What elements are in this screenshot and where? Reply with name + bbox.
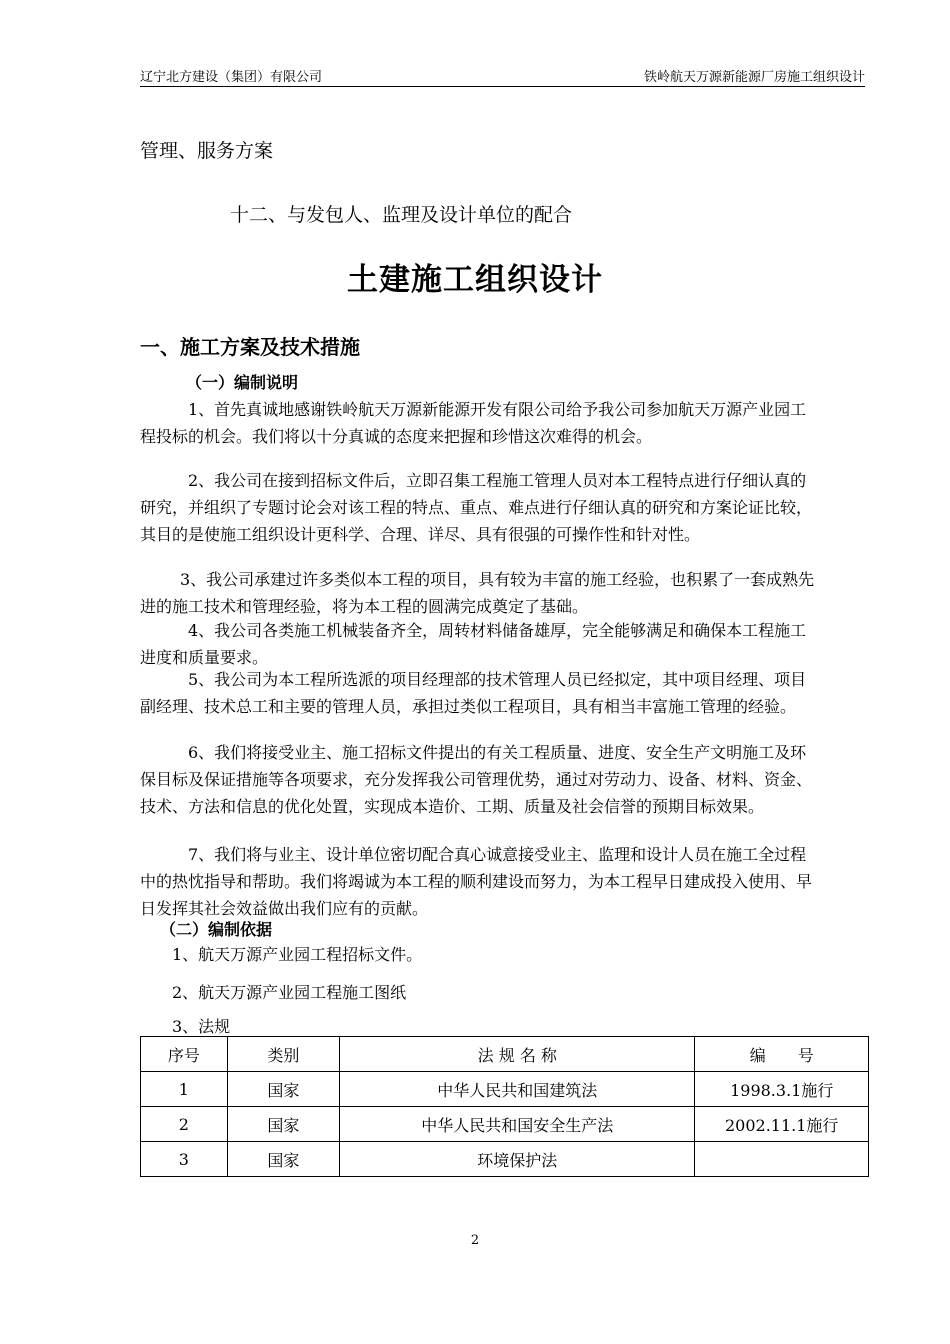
table-cell: 中华人民共和国安全生产法 [340, 1107, 695, 1142]
paragraph-5: 5、我公司为本工程所选派的项目经理部的技术管理人员已经拟定，其中项目经理、项目副经理、技术总工和主要的管理人员，承担过类似工程项目，具有相当丰富施工管理的经验。 [140, 670, 807, 716]
table-cell: 1998.3.1施行 [695, 1072, 869, 1107]
main-title: 土建施工组织设计 [347, 262, 603, 298]
intro-line-2: 十二、与发包人、监理及设计单位的配合 [230, 204, 573, 226]
regulations-table [140, 1036, 869, 1177]
table-cell [695, 1142, 869, 1177]
paragraph-1: 1、首先真诚地感谢铁岭航天万源新能源开发有限公司给予我公司参加航天万源产业园工程投标的机会。我们将以十分真诚的态度来把握和珍惜这次难得的机会。 [140, 400, 807, 446]
intro-line-1: 管理、服务方案 [140, 140, 274, 162]
paragraph-7: 7、我们将与业主、设计单位密切配合真心诚意接受业主、监理和设计人员在施工全过程中的热忱指导和帮助。我们将竭诚为本工程的顺利建设而努力，为本工程早日建成投入使用、早日发挥其社会效益做出我们应有的贡献。 [140, 845, 813, 918]
header-cell-code: 编 号 [695, 1037, 869, 1072]
table-cell: 环境保护法 [340, 1142, 695, 1177]
header-divider [140, 86, 865, 87]
table-row [141, 1107, 869, 1142]
table-header-row [141, 1037, 869, 1072]
table-cell: 国家 [227, 1142, 340, 1177]
section-heading: 一、施工方案及技术措施 [140, 335, 360, 359]
table-cell: 3 [141, 1142, 228, 1177]
basis-item-3: 3、法规 [172, 1017, 231, 1036]
basis-item-2: 2、航天万源产业园工程施工图纸 [172, 983, 407, 1002]
table-cell: 中华人民共和国建筑法 [340, 1072, 695, 1107]
header-company: 辽宁北方建设（集团）有限公司 [140, 70, 323, 85]
header-cell-law-name: 法 规 名 称 [340, 1037, 695, 1072]
table-cell: 2 [141, 1107, 228, 1142]
paragraph-3: 3、我公司承建过许多类似本工程的项目，具有较为丰富的施工经验，也积累了一套成熟先进的施工技术和管理经验，将为本工程的圆满完成奠定了基础。 [140, 570, 815, 616]
header-cell-number: 序号 [141, 1037, 228, 1072]
subsection-heading-1: （一）编制说明 [186, 373, 299, 392]
table-cell: 国家 [227, 1107, 340, 1142]
paragraph-4: 4、我公司各类施工机械装备齐全，周转材料储备雄厚，完全能够满足和确保本工程施工进度和质量要求。 [140, 621, 807, 667]
table-cell: 国家 [227, 1072, 340, 1107]
header-document-title: 铁岭航天万源新能源厂房施工组织设计 [643, 70, 865, 85]
subsection-heading-2: （二）编制依据 [160, 920, 273, 939]
table-cell: 2002.11.1施行 [695, 1107, 869, 1142]
basis-item-1: 1、航天万源产业园工程招标文件。 [172, 945, 423, 964]
page-number: 2 [470, 1233, 480, 1248]
paragraph-6: 6、我们将接受业主、施工招标文件提出的有关工程质量、进度、安全生产文明施工及环保目标及保证措施等各项要求，充分发挥我公司管理优势，通过对劳动力、设备、材料、资金、技术、方法和信息的优化处置，实现成本造价、工期、质量及社会信誉的预期目标效果。 [140, 743, 813, 816]
table-cell: 1 [141, 1072, 228, 1107]
paragraph-2: 2、我公司在接到招标文件后，立即召集工程施工管理人员对本工程特点进行仔细认真的研究，并组织了专题讨论会对该工程的特点、重点、难点进行仔细认真的研究和方案论证比较，其目的是使施工组织设计更科学、合理、详尽、具有很强的可操作性和针对性。 [140, 471, 813, 544]
header-cell-category: 类别 [227, 1037, 340, 1072]
table-row [141, 1142, 869, 1177]
table-row [141, 1072, 869, 1107]
